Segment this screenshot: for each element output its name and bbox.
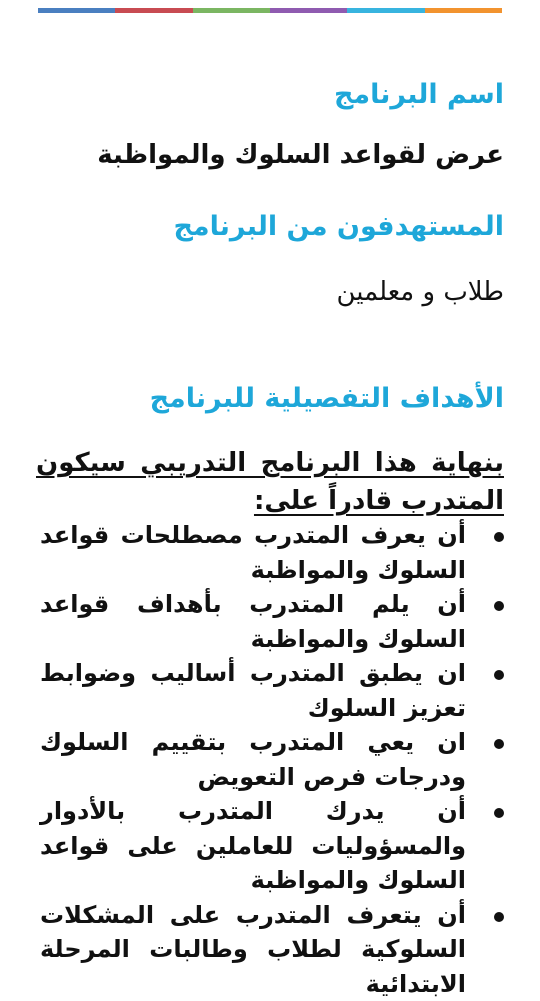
objective-item	[40, 794, 510, 898]
objective-text: أن يتعرف المتدرب على المشكلات السلوكية لطلاب وطالبات المرحلة الابتدائية	[40, 901, 466, 998]
stripe-segment-red	[115, 8, 192, 13]
program-name-heading: اسم البرنامج	[334, 78, 504, 112]
stripe-segment-purple	[270, 8, 347, 13]
objective-text: ان يطبق المتدرب أساليب وضوابط تعزيز السلوك	[40, 659, 466, 722]
target-audience-value: طلاب و معلمين	[336, 275, 504, 309]
objective-text: أن يعرف المتدرب مصطلحات قواعد السلوك والمواظبة	[40, 521, 466, 584]
bullet-icon	[494, 670, 504, 680]
objective-item	[40, 656, 510, 725]
stripe-segment-cyan	[347, 8, 424, 13]
objective-item	[40, 587, 510, 656]
detailed-objectives-heading: الأهداف التفصيلية للبرنامج	[150, 382, 504, 416]
program-name-value: عرض لقواعد السلوك والمواظبة	[97, 138, 504, 172]
stripe-segment-green	[193, 8, 270, 13]
objectives-intro: بنهاية هذا البرنامج التدريبي سيكون المتدرب قادراً على:	[36, 444, 504, 520]
top-color-stripe	[38, 8, 502, 13]
objectives-list	[40, 518, 510, 1001]
bullet-icon	[494, 808, 504, 818]
bullet-icon	[494, 912, 504, 922]
objective-item	[40, 725, 510, 794]
objective-item	[40, 898, 510, 1001]
bullet-icon	[494, 601, 504, 611]
objective-text: أن يدرك المتدرب بالأدوار والمسؤوليات للعاملين على قواعد السلوك والمواظبة	[40, 797, 466, 894]
bullet-icon	[494, 532, 504, 542]
target-audience-heading: المستهدفون من البرنامج	[173, 210, 504, 244]
objective-item	[40, 518, 510, 587]
stripe-segment-orange	[425, 8, 502, 13]
stripe-segment-blue	[38, 8, 115, 13]
objective-text: أن يلم المتدرب بأهداف قواعد السلوك والمواظبة	[40, 590, 466, 653]
objective-text: ان يعي المتدرب بتقييم السلوك ودرجات فرص التعويض	[40, 728, 466, 791]
bullet-icon	[494, 739, 504, 749]
